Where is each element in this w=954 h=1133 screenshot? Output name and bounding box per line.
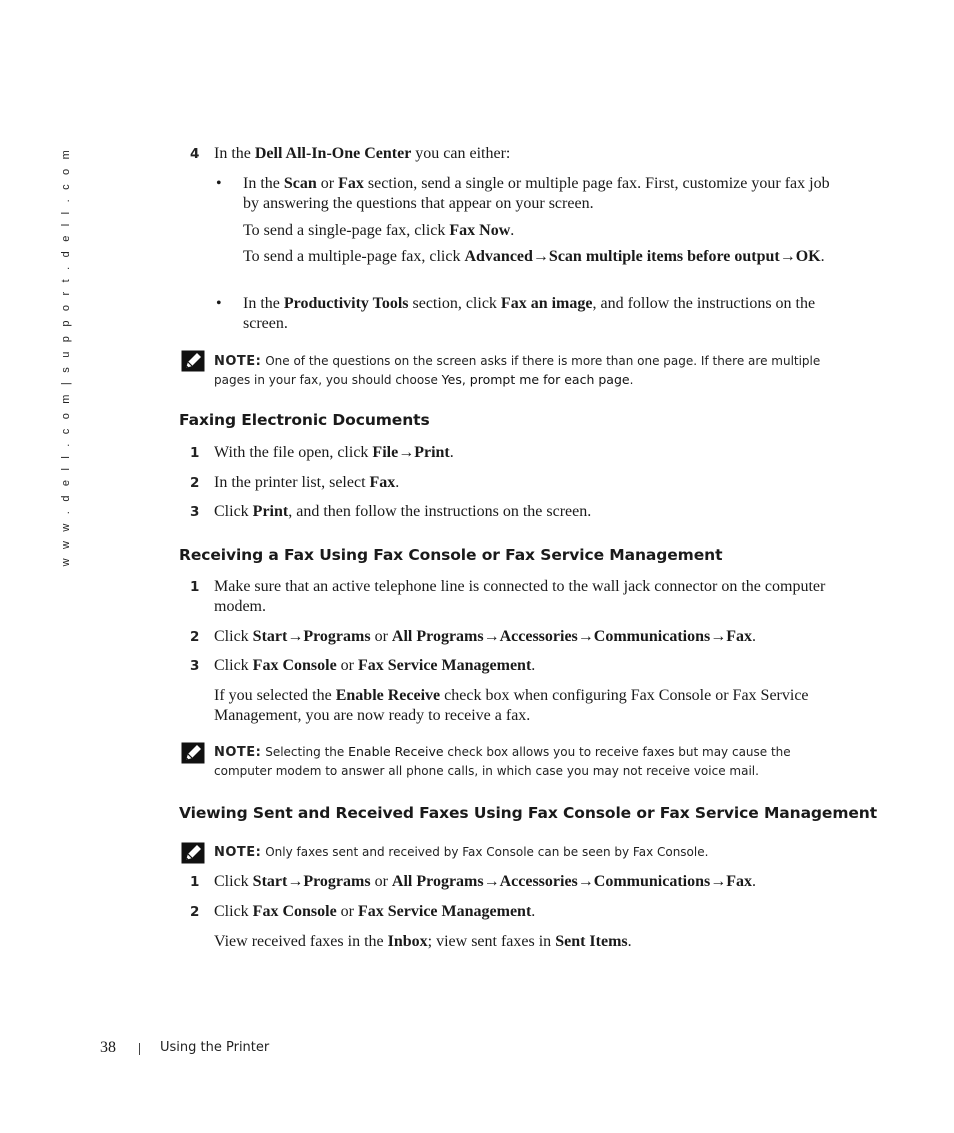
footer-chapter-title: Using the Printer xyxy=(160,1040,270,1055)
viewing-paragraph: View received faxes in the Inbox; view sent faxes in Sent Items. xyxy=(214,933,632,950)
step-number: 1 xyxy=(190,579,200,595)
bullet-1-text: In the Scan or Fax section, send a single or multiple page fax. First, customize your fax job by answering the questions that appear on your screen. xyxy=(243,175,830,212)
note-pencil-icon xyxy=(181,350,205,372)
step-number: 3 xyxy=(190,658,200,674)
section-heading-receiving-fax: Receiving a Fax Using Fax Console or Fax Service Management xyxy=(179,546,723,564)
multi-page-instruction: To send a multiple-page fax, click Advanced→Scan multiple items before output→OK. xyxy=(243,248,825,265)
step-number: 2 xyxy=(190,629,200,645)
step-number: 2 xyxy=(190,904,200,920)
bullet-mark: • xyxy=(216,175,222,192)
receiving-step-2: Click Start→Programs or All Programs→Accessories→Communications→Fax. xyxy=(214,628,757,645)
bullet-mark: • xyxy=(216,295,222,312)
step-4-text: In the Dell All-In-One Center you can either: xyxy=(214,145,511,162)
receiving-step-1: Make sure that an active telephone line is connected to the wall jack connector on the computer modem. xyxy=(214,578,826,615)
section-heading-faxing-documents: Faxing Electronic Documents xyxy=(179,411,430,429)
step-number: 4 xyxy=(190,146,200,162)
note-2: NOTE: Selecting the Enable Receive check box allows you to receive faxes but may cause the computer modem to answer all phone calls, in which case you may not receive voice mail. xyxy=(214,744,791,778)
step-number: 3 xyxy=(190,504,200,520)
viewing-step-2: Click Fax Console or Fax Service Management. xyxy=(214,903,536,920)
single-page-instruction: To send a single-page fax, click Fax Now. xyxy=(243,222,515,239)
step-number: 2 xyxy=(190,475,200,491)
faxing-step-1: With the file open, click File→Print. xyxy=(214,444,454,461)
step-number: 1 xyxy=(190,445,200,461)
bullet-2-text: In the Productivity Tools section, click Fax an image, and follow the instructions on the screen. xyxy=(243,295,816,332)
sidebar-url: w w w . d e l l . c o m | s u p p o r t . d e l l . c o m xyxy=(60,147,72,567)
faxing-step-3: Click Print, and then follow the instructions on the screen. xyxy=(214,503,592,520)
note-pencil-icon xyxy=(181,742,205,764)
step-number: 1 xyxy=(190,874,200,890)
note-pencil-icon xyxy=(181,842,205,864)
note-1: NOTE: One of the questions on the screen asks if there is more than one page. If there are multiple pages in your fax, you should choose Yes, prompt me for each page. xyxy=(214,354,821,387)
page-number: 38 xyxy=(100,1039,116,1056)
footer-separator xyxy=(139,1043,140,1055)
receiving-step-3: Click Fax Console or Fax Service Management. xyxy=(214,657,536,674)
section-heading-viewing-faxes: Viewing Sent and Received Faxes Using Fax Console or Fax Service Management xyxy=(179,804,878,822)
faxing-step-2: In the printer list, select Fax. xyxy=(214,474,400,491)
viewing-step-1: Click Start→Programs or All Programs→Accessories→Communications→Fax. xyxy=(214,873,757,890)
note-3: NOTE: Only faxes sent and received by Fax Console can be seen by Fax Console. xyxy=(214,845,709,860)
receiving-paragraph: If you selected the Enable Receive check box when configuring Fax Console or Fax Service Management, you are now ready to receive a fax. xyxy=(214,687,809,724)
